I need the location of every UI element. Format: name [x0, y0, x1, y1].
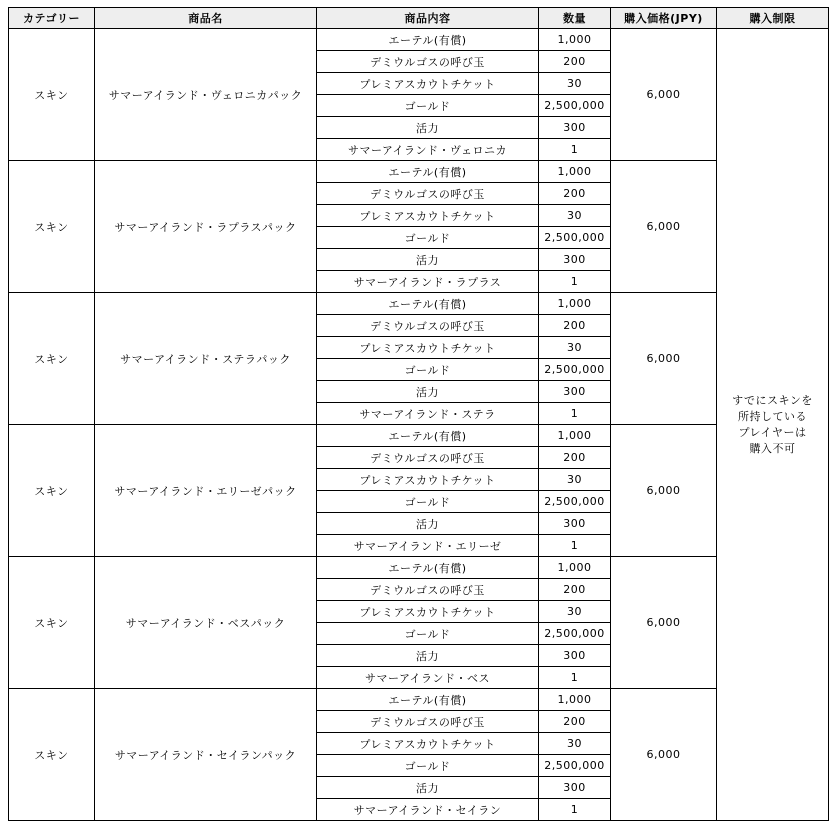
item-quantity-cell: 300 [539, 117, 611, 139]
item-quantity-cell: 1 [539, 271, 611, 293]
price-cell: 6,000 [611, 29, 717, 161]
category-cell: スキン [9, 557, 95, 689]
table-row [9, 161, 829, 183]
item-content-cell: 活力 [317, 777, 539, 799]
item-content-cell: エーテル(有償) [317, 425, 539, 447]
item-quantity-cell: 1 [539, 667, 611, 689]
item-quantity-cell: 30 [539, 469, 611, 491]
item-quantity-cell: 300 [539, 777, 611, 799]
product-name-cell: サマーアイランド・ベスパック [95, 557, 317, 689]
item-quantity-cell: 1 [539, 799, 611, 821]
item-quantity-cell: 1 [539, 139, 611, 161]
item-content-cell: 活力 [317, 513, 539, 535]
item-quantity-cell: 2,500,000 [539, 623, 611, 645]
category-cell: スキン [9, 425, 95, 557]
item-quantity-cell: 30 [539, 73, 611, 95]
item-quantity-cell: 200 [539, 51, 611, 73]
item-quantity-cell: 300 [539, 381, 611, 403]
category-cell: スキン [9, 161, 95, 293]
item-quantity-cell: 30 [539, 205, 611, 227]
header-product-contents: 商品内容 [317, 8, 539, 29]
item-content-cell: 活力 [317, 117, 539, 139]
item-content-cell: デミウルゴスの呼び玉 [317, 315, 539, 337]
product-name-cell: サマーアイランド・エリーゼパック [95, 425, 317, 557]
category-cell: スキン [9, 29, 95, 161]
item-content-cell: サマーアイランド・セイラン [317, 799, 539, 821]
item-content-cell: プレミアスカウトチケット [317, 601, 539, 623]
item-content-cell: 活力 [317, 381, 539, 403]
product-table [8, 7, 829, 821]
item-content-cell: ゴールド [317, 623, 539, 645]
price-cell: 6,000 [611, 689, 717, 821]
item-quantity-cell: 2,500,000 [539, 491, 611, 513]
table-body [9, 29, 829, 821]
item-content-cell: サマーアイランド・ベス [317, 667, 539, 689]
item-quantity-cell: 1,000 [539, 161, 611, 183]
price-cell: 6,000 [611, 425, 717, 557]
item-content-cell: デミウルゴスの呼び玉 [317, 447, 539, 469]
item-content-cell: ゴールド [317, 95, 539, 117]
item-quantity-cell: 300 [539, 249, 611, 271]
product-name-cell: サマーアイランド・ステラパック [95, 293, 317, 425]
item-quantity-cell: 30 [539, 601, 611, 623]
restriction-line: プレイヤーは [738, 425, 807, 439]
item-content-cell: サマーアイランド・ラプラス [317, 271, 539, 293]
item-content-cell: エーテル(有償) [317, 557, 539, 579]
product-name-cell: サマーアイランド・ラプラスパック [95, 161, 317, 293]
item-quantity-cell: 1 [539, 403, 611, 425]
item-content-cell: エーテル(有償) [317, 29, 539, 51]
item-content-cell: 活力 [317, 249, 539, 271]
category-cell: スキン [9, 293, 95, 425]
restriction-cell [717, 29, 829, 821]
item-content-cell: デミウルゴスの呼び玉 [317, 711, 539, 733]
header-category: カテゴリー [9, 8, 95, 29]
item-quantity-cell: 1,000 [539, 425, 611, 447]
table-row [9, 29, 829, 51]
item-content-cell: プレミアスカウトチケット [317, 469, 539, 491]
restriction-line: 所持している [738, 409, 807, 423]
price-cell: 6,000 [611, 161, 717, 293]
item-quantity-cell: 30 [539, 733, 611, 755]
item-content-cell: サマーアイランド・ステラ [317, 403, 539, 425]
item-content-cell: プレミアスカウトチケット [317, 205, 539, 227]
item-content-cell: ゴールド [317, 359, 539, 381]
item-content-cell: ゴールド [317, 227, 539, 249]
item-content-cell: デミウルゴスの呼び玉 [317, 183, 539, 205]
item-content-cell: エーテル(有償) [317, 689, 539, 711]
item-quantity-cell: 2,500,000 [539, 95, 611, 117]
item-quantity-cell: 1 [539, 535, 611, 557]
header-row [9, 8, 829, 29]
restriction-line: 購入不可 [749, 441, 796, 455]
product-name-cell: サマーアイランド・セイランパック [95, 689, 317, 821]
item-content-cell: プレミアスカウトチケット [317, 733, 539, 755]
table-row [9, 557, 829, 579]
item-quantity-cell: 300 [539, 645, 611, 667]
price-cell: 6,000 [611, 557, 717, 689]
item-content-cell: ゴールド [317, 491, 539, 513]
item-content-cell: サマーアイランド・エリーゼ [317, 535, 539, 557]
item-quantity-cell: 200 [539, 183, 611, 205]
table-row [9, 293, 829, 315]
table-row [9, 425, 829, 447]
category-cell: スキン [9, 689, 95, 821]
product-name-cell: サマーアイランド・ヴェロニカパック [95, 29, 317, 161]
item-content-cell: デミウルゴスの呼び玉 [317, 51, 539, 73]
item-quantity-cell: 2,500,000 [539, 227, 611, 249]
item-quantity-cell: 2,500,000 [539, 359, 611, 381]
item-quantity-cell: 200 [539, 447, 611, 469]
header-restriction: 購入制限 [717, 8, 829, 29]
header-quantity: 数量 [539, 8, 611, 29]
item-quantity-cell: 1,000 [539, 689, 611, 711]
item-quantity-cell: 1,000 [539, 557, 611, 579]
item-content-cell: プレミアスカウトチケット [317, 73, 539, 95]
header-product-name: 商品名 [95, 8, 317, 29]
item-quantity-cell: 200 [539, 711, 611, 733]
table-row [9, 689, 829, 711]
item-content-cell: サマーアイランド・ヴェロニカ [317, 139, 539, 161]
item-content-cell: エーテル(有償) [317, 161, 539, 183]
item-content-cell: 活力 [317, 645, 539, 667]
item-quantity-cell: 2,500,000 [539, 755, 611, 777]
price-cell: 6,000 [611, 293, 717, 425]
item-content-cell: ゴールド [317, 755, 539, 777]
item-content-cell: デミウルゴスの呼び玉 [317, 579, 539, 601]
header-price: 購入価格(JPY) [611, 8, 717, 29]
item-quantity-cell: 300 [539, 513, 611, 535]
item-content-cell: エーテル(有償) [317, 293, 539, 315]
restriction-line: すでにスキンを [732, 393, 813, 407]
item-quantity-cell: 200 [539, 579, 611, 601]
item-quantity-cell: 30 [539, 337, 611, 359]
item-quantity-cell: 1,000 [539, 29, 611, 51]
item-quantity-cell: 200 [539, 315, 611, 337]
item-content-cell: プレミアスカウトチケット [317, 337, 539, 359]
item-quantity-cell: 1,000 [539, 293, 611, 315]
